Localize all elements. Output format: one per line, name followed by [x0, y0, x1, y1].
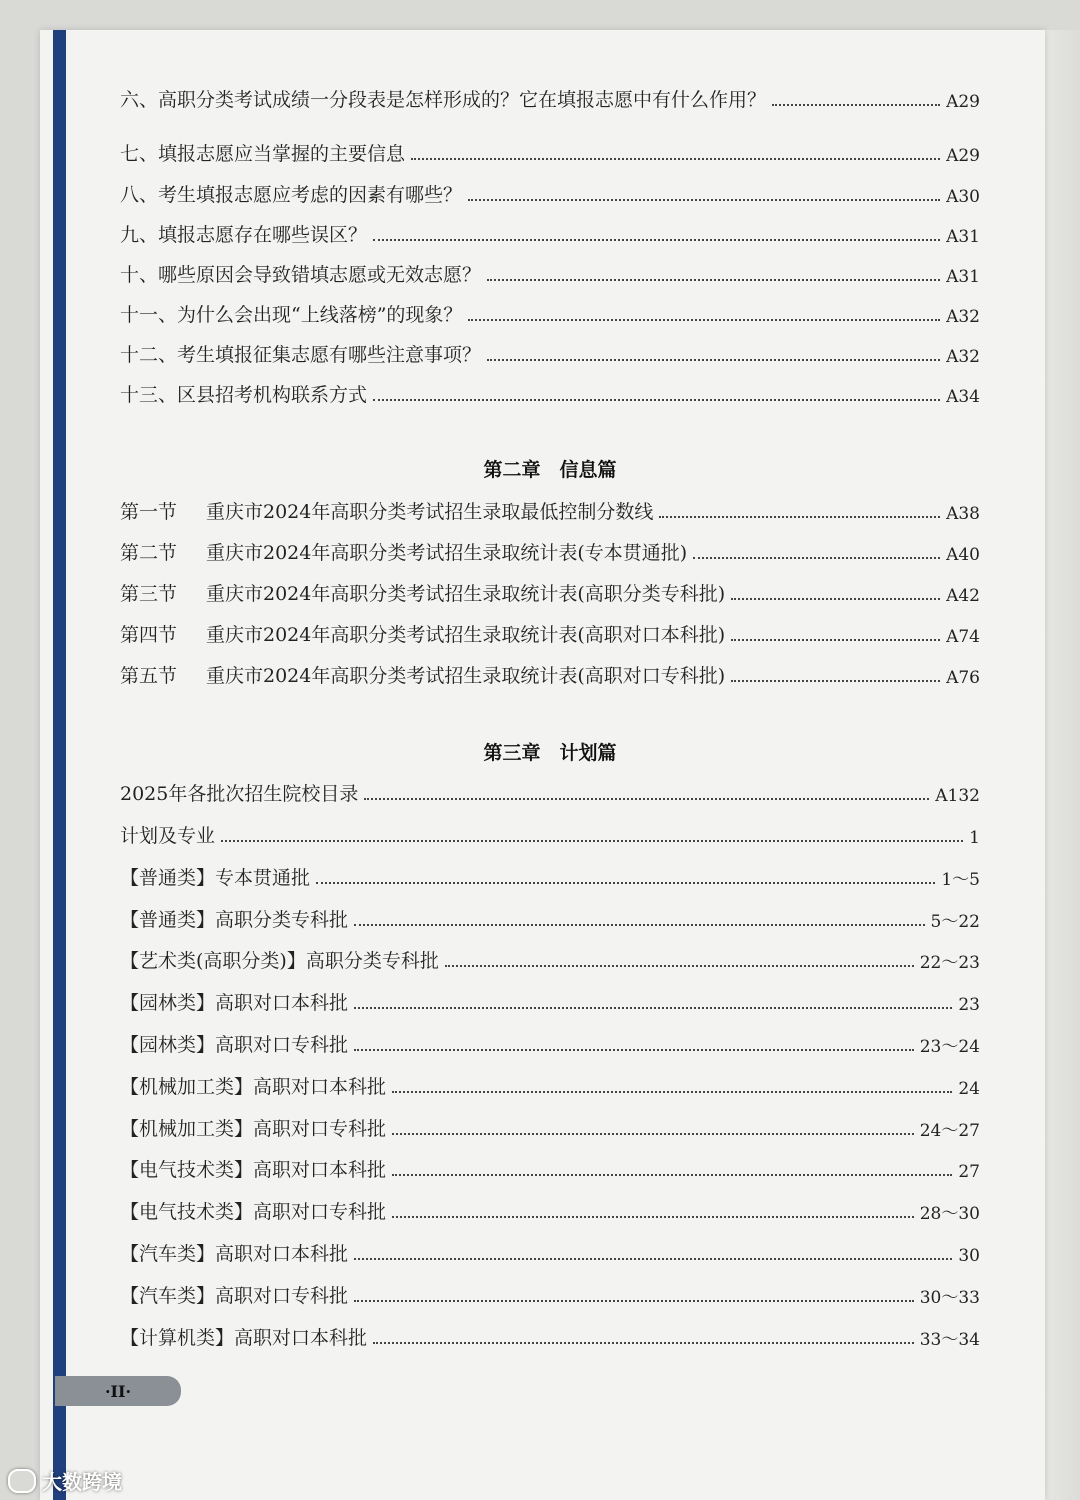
leader-dots [373, 1341, 914, 1344]
leader-dots [731, 597, 940, 600]
toc-entry-page: A31 [946, 227, 980, 247]
toc-entry-title: 【汽车类】高职对口专科批 [120, 1285, 349, 1307]
toc-entry-page: 22～23 [919, 953, 980, 973]
toc-entry-title: 【艺术类(高职分类)】高职分类专科批 [120, 950, 439, 972]
section-label: 第四节 [120, 624, 178, 646]
toc-entry [120, 217, 980, 247]
section-title: 重庆市2024年高职分类考试招生录取统计表(专本贯通批) [206, 542, 688, 564]
toc-entry [120, 860, 980, 890]
toc-entry-title: 八、考生填报志愿应考虑的因素有哪些？ [120, 184, 463, 206]
toc-entry [120, 136, 980, 166]
leader-dots [772, 103, 940, 106]
leader-dots [373, 238, 940, 241]
toc-entry-page: A29 [946, 146, 980, 166]
section-label: 第五节 [120, 665, 178, 687]
section-title: 重庆市2024年高职分类考试招生录取统计表(高职对口本科批) [206, 624, 726, 646]
leader-dots [392, 1215, 914, 1218]
section-label: 第二节 [120, 542, 178, 564]
toc-entry [120, 337, 980, 367]
toc-entry [120, 1152, 980, 1182]
section-title: 重庆市2024年高职分类考试招生录取统计表(高职分类专科批) [206, 583, 726, 605]
chapter-heading: 第三章 计划篇 [483, 742, 617, 764]
toc-entry-page: A132 [935, 786, 980, 806]
toc-entry-page: 30 [958, 1246, 980, 1266]
leader-dots [221, 839, 963, 842]
toc-entry-title: 九、填报志愿存在哪些误区？ [120, 224, 368, 246]
toc-entry-title: 【普通类】高职分类专科批 [120, 909, 349, 931]
toc-entry [120, 1027, 980, 1057]
toc-entry-title: 【汽车类】高职对口本科批 [120, 1243, 349, 1265]
section-label: 第一节 [120, 501, 178, 523]
toc-entry-title: 2025年各批次招生院校目录 [120, 783, 359, 805]
toc-entry [120, 617, 980, 647]
toc-entry-title [120, 579, 725, 606]
section-title: 重庆市2024年高职分类考试招生录取统计表(高职对口专科批) [206, 665, 726, 687]
toc-entry-title: 计划及专业 [120, 825, 216, 847]
leader-dots [731, 679, 940, 682]
toc-entry-page: A32 [946, 307, 980, 327]
toc-entry [120, 1320, 980, 1350]
toc-entry-page: A31 [946, 267, 980, 287]
toc-entry [120, 1278, 980, 1308]
toc-entry-title: 十三、区县招考机构联系方式 [120, 384, 368, 406]
toc-entry-page: 30～33 [919, 1288, 980, 1308]
leader-dots [354, 1048, 914, 1051]
leader-dots [354, 923, 925, 926]
leader-dots [392, 1132, 914, 1135]
leader-dots [693, 556, 940, 559]
leader-dots [411, 157, 940, 160]
leader-dots [468, 318, 940, 321]
leader-dots [487, 358, 940, 361]
leader-dots [354, 1257, 952, 1260]
toc-entry-page: A40 [946, 545, 980, 565]
toc-entry [120, 658, 980, 688]
toc-entry-page: A29 [946, 92, 980, 112]
toc-entry-page: A32 [946, 347, 980, 367]
page-number-tab [55, 1376, 181, 1406]
toc-entry-title: 【计算机类】高职对口本科批 [120, 1327, 368, 1349]
chapter-heading: 第二章 信息篇 [483, 459, 617, 481]
leader-dots [392, 1173, 952, 1176]
toc-entry-page: A76 [946, 668, 980, 688]
leader-dots [487, 278, 940, 281]
toc-entry-title: 【园林类】高职对口本科批 [120, 992, 349, 1014]
toc-entry [120, 576, 980, 606]
toc-entry-page: 1 [969, 828, 980, 848]
toc-entry [120, 776, 980, 806]
toc-entry [120, 1111, 980, 1141]
leader-dots [445, 964, 914, 967]
toc-entry-page: 1～5 [941, 870, 980, 890]
leader-dots [373, 398, 940, 401]
toc-entry [120, 535, 980, 565]
toc-entry-page: 5～22 [930, 912, 980, 932]
toc-entry-title: 【机械加工类】高职对口本科批 [120, 1076, 387, 1098]
toc-entry-page: 23 [958, 995, 980, 1015]
toc-entry-title: 十、哪些原因会导致错填志愿或无效志愿？ [120, 264, 482, 286]
toc-entry [120, 494, 980, 524]
toc-entry-title [120, 538, 687, 565]
toc-entry-page: 24～27 [919, 1121, 980, 1141]
toc-entry-page: A38 [946, 504, 980, 524]
toc-entry-page: A74 [946, 627, 980, 647]
toc-entry-title [120, 661, 725, 688]
toc-entry [120, 902, 980, 932]
leader-dots [354, 1299, 914, 1302]
toc-entry [120, 377, 980, 407]
toc-entry-title: 【园林类】高职对口专科批 [120, 1034, 349, 1056]
page-number: ·II· [104, 1381, 132, 1401]
toc-entry-title: 十一、为什么会出现“上线落榜”的现象？ [120, 304, 463, 326]
toc-entry-title [120, 620, 725, 647]
section-label: 第三节 [120, 583, 178, 605]
toc-entry-title: 【机械加工类】高职对口专科批 [120, 1118, 387, 1140]
toc-entry-title: 六、高职分类考试成绩一分段表是怎样形成的？它在填报志愿中有什么作用？ [120, 89, 767, 111]
leader-dots [659, 515, 940, 518]
toc-entry [120, 943, 980, 973]
toc-entry [120, 297, 980, 327]
toc-entry-title: 十二、考生填报征集志愿有哪些注意事项？ [120, 344, 482, 366]
toc-entry [120, 257, 980, 287]
section-title: 重庆市2024年高职分类考试招生录取最低控制分数线 [206, 501, 654, 523]
watermark [8, 1466, 122, 1495]
toc-entry [120, 82, 980, 112]
toc-entry [120, 1069, 980, 1099]
leader-dots [364, 797, 929, 800]
toc-entry-title: 【电气技术类】高职对口本科批 [120, 1159, 387, 1181]
toc-entry [120, 177, 980, 207]
blue-spine-strip [53, 30, 66, 1500]
toc-entry-page: 24 [958, 1079, 980, 1099]
toc-entry-title: 【电气技术类】高职对口专科批 [120, 1201, 387, 1223]
watermark-logo-icon [8, 1469, 36, 1493]
toc-entry-title: 【普通类】专本贯通批 [120, 867, 311, 889]
toc-entry-page: 28～30 [919, 1204, 980, 1224]
leader-dots [731, 638, 940, 641]
toc-entry [120, 818, 980, 848]
leader-dots [392, 1090, 952, 1093]
toc-entry-page: 33～34 [919, 1330, 980, 1350]
leader-dots [354, 1006, 952, 1009]
leader-dots [316, 881, 935, 884]
toc-entry-title: 七、填报志愿应当掌握的主要信息 [120, 143, 406, 165]
toc-entry-page: 27 [958, 1162, 980, 1182]
leader-dots [468, 198, 940, 201]
toc-entry [120, 1236, 980, 1266]
toc-entry-page: A30 [946, 187, 980, 207]
toc-entry-title [120, 497, 653, 524]
toc-entry-page: A42 [946, 586, 980, 606]
toc-entry [120, 985, 980, 1015]
toc-entry [120, 1194, 980, 1224]
toc-entry-page: A34 [946, 387, 980, 407]
toc-entry-page: 23～24 [919, 1037, 980, 1057]
watermark-text: 大数跨境 [42, 1470, 122, 1494]
